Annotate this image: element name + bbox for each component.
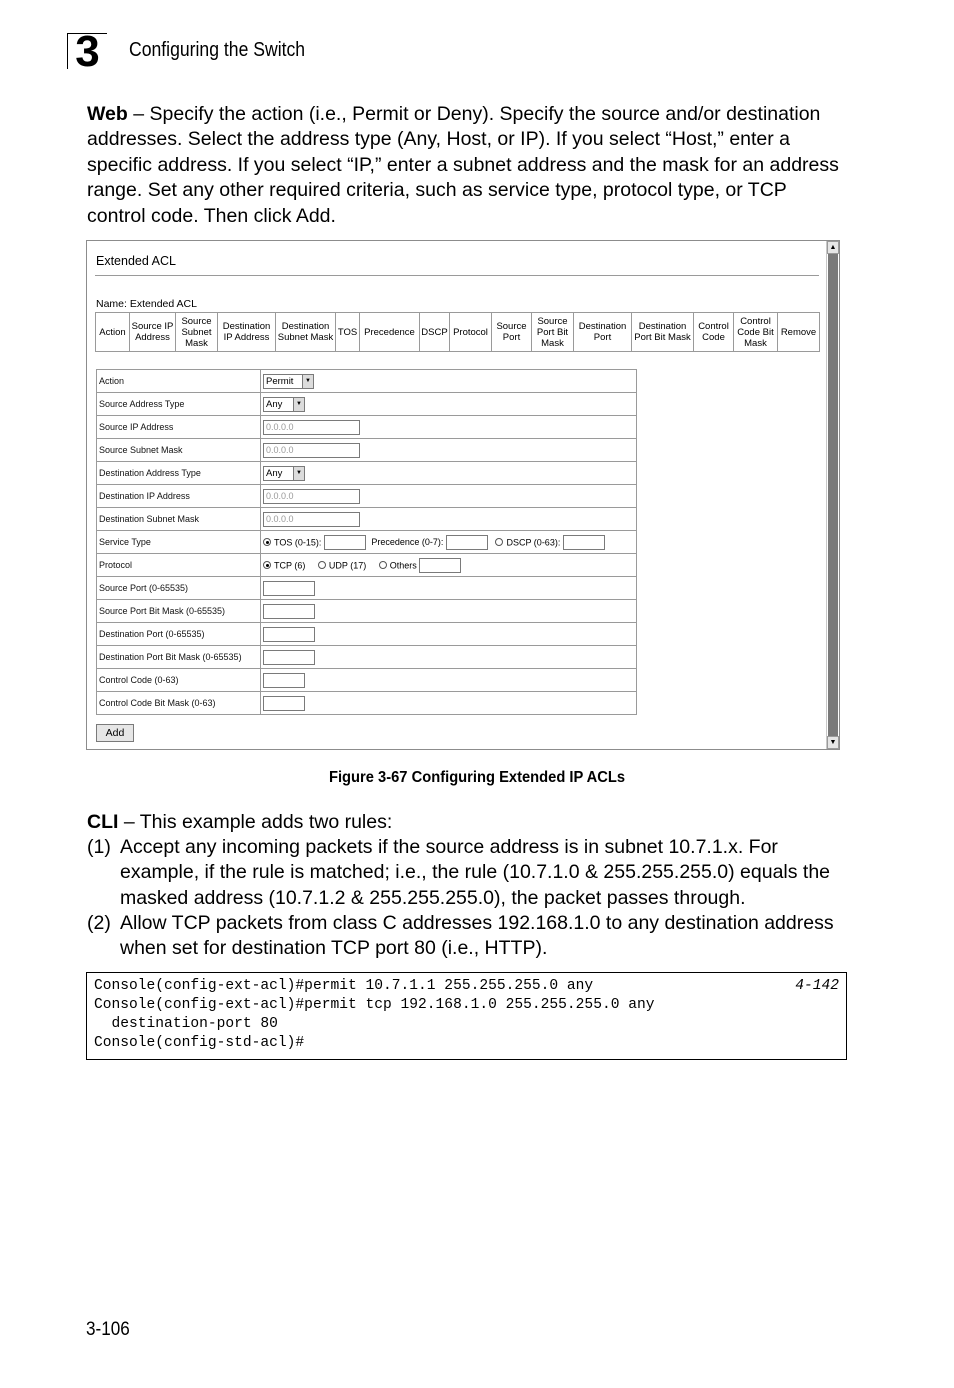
- rule-header-table: [95, 312, 820, 352]
- col-destination-port: Destination Port: [574, 313, 632, 352]
- code-line-3: destination-port 80: [94, 1016, 278, 1032]
- destination-type-value: Any: [266, 467, 283, 479]
- source-port-label: Source Port (0-65535): [97, 577, 261, 600]
- source-mask-label: Source Subnet Mask: [97, 439, 261, 462]
- col-action: Action: [96, 313, 130, 352]
- destination-type-select[interactable]: [263, 466, 305, 481]
- others-option-label: Others: [389, 560, 417, 570]
- others-input[interactable]: [419, 558, 461, 573]
- cli-label: CLI: [87, 811, 119, 833]
- chapter-number: 3: [67, 33, 107, 69]
- tcp-radio[interactable]: [263, 561, 271, 569]
- udp-option-label: UDP (17): [328, 560, 367, 570]
- chevron-down-icon: ▼: [293, 467, 304, 480]
- command-reference: 4-142: [795, 978, 839, 994]
- tos-input[interactable]: [324, 535, 366, 550]
- add-button[interactable]: Add: [96, 724, 134, 742]
- code-line-1: [94, 977, 839, 996]
- col-destination-ip: Destination IP Address: [218, 313, 276, 352]
- others-radio[interactable]: [379, 561, 387, 569]
- source-port-mask-input[interactable]: [263, 604, 315, 619]
- control-code-mask-label: Control Code Bit Mask (0-63): [97, 692, 261, 715]
- cli-item-1-number: (1): [87, 836, 111, 858]
- web-paragraph: [87, 102, 847, 229]
- source-type-label: Source Address Type: [97, 393, 261, 416]
- cli-code-block: [86, 972, 847, 1060]
- precedence-option-label: Precedence (0-7):: [371, 537, 444, 547]
- destination-type-label: Destination Address Type: [97, 462, 261, 485]
- title-divider: [95, 275, 819, 276]
- web-text: – Specify the action (i.e., Permit or Deny). Specify the source and/or destination addresses. Select the address type (Any, Host, or IP). If you select “Host,” enter a specific address. If you select “IP,” enter a subnet address and the mask for an address range. Set any other required criteria, such as service type, protocol type, or TCP control code. Then click Add.: [87, 103, 839, 227]
- source-ip-input[interactable]: 0.0.0.0: [263, 420, 360, 435]
- rule-form: [96, 369, 637, 715]
- destination-mask-label: Destination Subnet Mask: [97, 508, 261, 531]
- source-type-select[interactable]: [263, 397, 305, 412]
- col-control-code-mask: Control Code Bit Mask: [734, 313, 778, 352]
- service-type-label: Service Type: [97, 531, 261, 554]
- source-port-input[interactable]: [263, 581, 315, 596]
- action-select-value: Permit: [266, 375, 294, 387]
- col-remove: Remove: [778, 313, 820, 352]
- ui-title: Extended ACL: [96, 254, 176, 268]
- tos-radio[interactable]: [263, 538, 271, 546]
- col-source-mask: Source Subnet Mask: [176, 313, 218, 352]
- udp-radio[interactable]: [318, 561, 326, 569]
- vertical-scrollbar[interactable]: [826, 241, 839, 749]
- web-label: Web: [87, 103, 128, 125]
- source-type-value: Any: [266, 398, 283, 410]
- action-select[interactable]: [263, 374, 314, 389]
- dscp-input[interactable]: [563, 535, 605, 550]
- scrollbar-thumb[interactable]: [828, 254, 838, 736]
- source-ip-label: Source IP Address: [97, 416, 261, 439]
- col-dscp: DSCP: [420, 313, 450, 352]
- scroll-up-icon[interactable]: ▲: [827, 241, 839, 254]
- chevron-down-icon: ▼: [302, 375, 313, 388]
- dscp-option-label: DSCP (0-63):: [506, 537, 561, 547]
- source-port-mask-label: Source Port Bit Mask (0-65535): [97, 600, 261, 623]
- destination-port-mask-label: Destination Port Bit Mask (0-65535): [97, 646, 261, 669]
- col-source-ip: Source IP Address: [130, 313, 176, 352]
- cli-intro: [87, 810, 847, 835]
- code-line-2: Console(config-ext-acl)#permit tcp 192.168.1.0 255.255.255.0 any: [94, 997, 655, 1013]
- cli-item-2-number: (2): [87, 912, 111, 934]
- acl-name-line: Name: Extended ACL: [96, 298, 197, 310]
- col-source-port: Source Port: [492, 313, 532, 352]
- page-number: 3-106: [86, 1319, 130, 1340]
- action-label: Action: [97, 370, 261, 393]
- figure-caption: Figure 3-67 Configuring Extended IP ACLs: [328, 769, 626, 786]
- col-precedence: Precedence: [360, 313, 420, 352]
- cli-item-1: [87, 835, 847, 911]
- col-control-code: Control Code: [694, 313, 734, 352]
- cli-item-2-text: Allow TCP packets from class C addresses 192.168.1.0 to any destination address when set for destination TCP port 80 (i.e., HTTP).: [120, 912, 834, 960]
- destination-mask-input[interactable]: 0.0.0.0: [263, 512, 360, 527]
- chapter-title: Configuring the Switch: [129, 39, 306, 61]
- destination-port-input[interactable]: [263, 627, 315, 642]
- precedence-input[interactable]: [446, 535, 488, 550]
- col-protocol: Protocol: [450, 313, 492, 352]
- col-destination-mask: Destination Subnet Mask: [276, 313, 336, 352]
- destination-ip-input[interactable]: 0.0.0.0: [263, 489, 360, 504]
- scroll-down-icon[interactable]: ▼: [827, 736, 839, 749]
- col-source-port-mask: Source Port Bit Mask: [532, 313, 574, 352]
- destination-port-label: Destination Port (0-65535): [97, 623, 261, 646]
- control-code-mask-input[interactable]: [263, 696, 305, 711]
- col-destination-port-mask: Destination Port Bit Mask: [632, 313, 694, 352]
- control-code-label: Control Code (0-63): [97, 669, 261, 692]
- col-tos: TOS: [336, 313, 360, 352]
- destination-ip-label: Destination IP Address: [97, 485, 261, 508]
- source-mask-input[interactable]: 0.0.0.0: [263, 443, 360, 458]
- cli-intro-text: – This example adds two rules:: [118, 811, 393, 833]
- control-code-input[interactable]: [263, 673, 305, 688]
- code-line-4: Console(config-std-acl)#: [94, 1035, 305, 1051]
- tos-option-label: TOS (0-15):: [274, 537, 322, 547]
- chevron-down-icon: ▼: [293, 398, 304, 411]
- destination-port-mask-input[interactable]: [263, 650, 315, 665]
- code-line-1-text: Console(config-ext-acl)#permit 10.7.1.1 255.255.255.0 any: [94, 978, 594, 994]
- cli-item-1-text: Accept any incoming packets if the source address is in subnet 10.7.1.x. For example, if the rule is matched; i.e., the rule (10.7.1.0 & 255.255.255.0) equals the masked address (10.7.1.2 & 255.255.255.0), the packet passes through.: [120, 836, 831, 909]
- protocol-label: Protocol: [97, 554, 261, 577]
- cli-item-2: [87, 911, 847, 962]
- extended-acl-screenshot: [86, 240, 840, 750]
- dscp-radio[interactable]: [495, 538, 503, 546]
- tcp-option-label: TCP (6): [274, 560, 306, 570]
